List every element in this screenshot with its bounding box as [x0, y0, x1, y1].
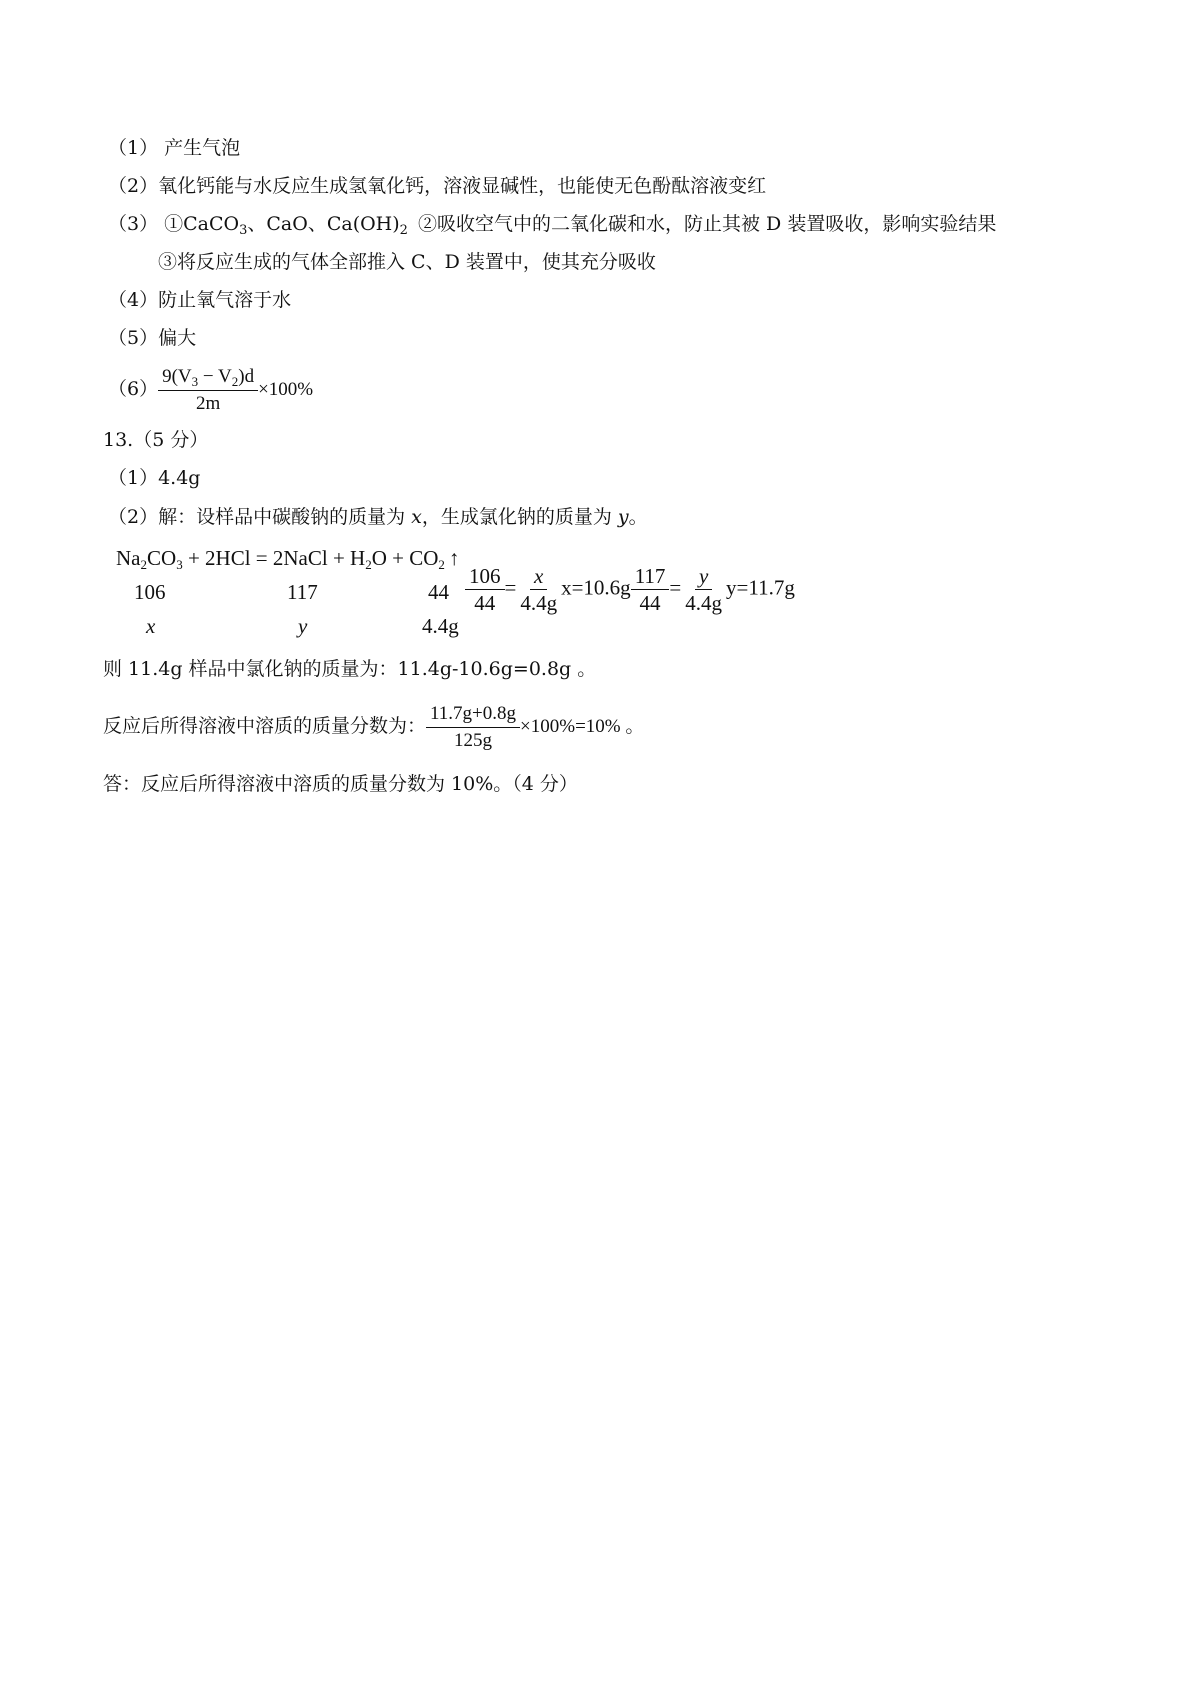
- answer-q3-part2: ②吸收空气中的二氧化碳和水，防止其被 D 装置吸收，影响实验结果: [418, 213, 997, 235]
- ratio-frac-1: $\frac{106}{44}$: [465, 565, 505, 614]
- ratio-frac-3: $\frac{117}{44}$: [631, 565, 670, 614]
- gas-arrow-icon: ↑: [448, 546, 460, 570]
- answer-q3-part3: ③将反应生成的气体全部推入 C、D 装置中，使其充分吸收: [158, 251, 656, 273]
- ratio-frac-4: $\frac{y}{4.4g}$: [685, 564, 723, 615]
- result-x: x=10.6g: [561, 575, 631, 600]
- answer-13-1: （1）4.4g: [108, 467, 201, 489]
- q6-suffix: ×100%: [258, 379, 314, 400]
- molar-mass-na2co3: 106: [134, 580, 166, 604]
- result-y: y=11.7g: [726, 575, 795, 600]
- final-answer: 答：反应后所得溶液中溶质的质量分数为 10%。（4 分）: [103, 773, 578, 795]
- q3-sub2: 2: [399, 223, 408, 238]
- answer-13-2-intro: （2）解：设样品中碳酸钠的质量为 x，生成氯化钠的质量为 y。: [108, 506, 648, 528]
- molar-mass-co2: 44: [428, 580, 449, 604]
- answer-q1: （1） 产生气泡: [108, 137, 241, 159]
- q3-sub3: 3: [239, 223, 248, 238]
- answer-q4: （4）防止氧气溶于水: [108, 289, 292, 311]
- mass-co2: 4.4g: [422, 614, 459, 638]
- answer-q2: （2）氧化钙能与水反应生成氢氧化钙，溶液显碱性，也能使无色酚酞溶液变红: [108, 175, 767, 197]
- answer-q3-line1: [108, 212, 408, 236]
- chemical-equation: $Na_2CO_3 + 2HCl$ = 2NaCl + $H_2O + CO_2$ ↑: [116, 546, 460, 572]
- answer-q6: [108, 364, 313, 415]
- mass-fraction-line: 反应后所得溶液中溶质的质量分数为： $\frac{11.7g+0.8g}{125g}$ ×100%=10% 。: [103, 702, 645, 751]
- mass-fraction-frac: $\frac{11.7g+0.8g}{125g}$: [426, 703, 520, 752]
- section-13-heading: 13.（5 分）: [103, 429, 209, 451]
- q6-denominator: 2m: [195, 392, 221, 414]
- q6-fraction: [158, 366, 258, 415]
- answer-q5: （5）偏大: [108, 327, 197, 349]
- unknown-x: x: [146, 614, 156, 638]
- molar-mass-nacl: 117: [287, 580, 318, 604]
- ratio-equations: $\frac{106}{44}$ = $\frac{x}{4.4g}$ x=10.6g $\frac{117}{44}$ = $\frac{y}{4.4g}$ y=11.7g: [465, 565, 795, 614]
- q3-prefix: （3） ①CaCO: [108, 213, 240, 235]
- ratio-frac-2: $\frac{x}{4.4g}$: [520, 564, 558, 615]
- nacl-mass-line: 则 11.4g 样品中氯化钠的质量为：11.4g-10.6g=0.8g 。: [103, 658, 597, 680]
- q6-prefix: （6）: [108, 378, 159, 400]
- q6-numerator: $9(V_3 - V_2)d$: [158, 366, 258, 391]
- unknown-y: y: [298, 614, 308, 638]
- q3-mid: 、CaO、Ca(OH): [247, 213, 400, 235]
